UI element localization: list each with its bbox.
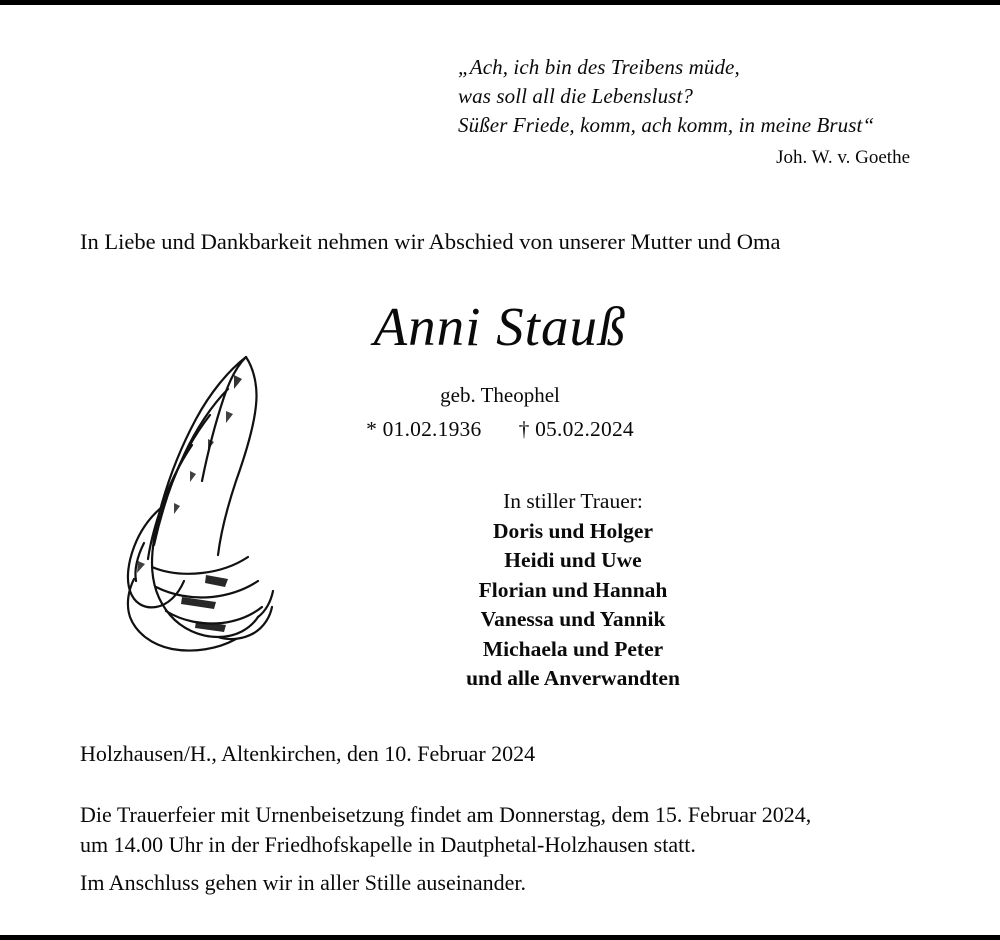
- poem-line-1: „Ach, ich bin des Treibens müde,: [458, 55, 740, 79]
- poem-line-3: Süßer Friede, komm, ach komm, in meine Brust“: [458, 113, 875, 137]
- poem-author: Joh. W. v. Goethe: [776, 147, 910, 168]
- birth-symbol: *: [366, 417, 378, 441]
- ceremony-line-1: Die Trauerfeier mit Urnenbeisetzung findet am Donnerstag, dem 15. Februar 2024,: [80, 802, 812, 827]
- intro-text: In Liebe und Dankbarkeit nehmen wir Abschied von unserer Mutter und Oma: [80, 229, 781, 254]
- mourning-name: Michaela und Peter: [482, 636, 664, 661]
- poem-quote: [458, 53, 928, 140]
- deceased-name: Anni Stauß: [373, 296, 627, 357]
- poem-line-2: was soll all die Lebenslust?: [458, 84, 693, 108]
- mourning-name: und alle Anverwandten: [466, 666, 680, 690]
- deceased-born-name: geb. Theophel: [440, 383, 560, 407]
- mourning-name: Heidi und Uwe: [504, 548, 642, 572]
- praying-hands-icon: [78, 335, 278, 655]
- mourning-name: Florian und Hannah: [478, 577, 668, 602]
- mourning-name: Doris und Holger: [492, 518, 654, 543]
- deceased-dates: [270, 417, 730, 442]
- ceremony-line-2: um 14.00 Uhr in der Friedhofskapelle in Dautphetal-Holzhausen statt.: [80, 832, 696, 857]
- place-and-date: Holzhausen/H., Altenkirchen, den 10. Februar 2024: [80, 741, 536, 766]
- mourning-heading: In stiller Trauer:: [503, 489, 643, 513]
- ceremony-info: [80, 800, 960, 860]
- birth-date: 01.02.1936: [382, 417, 482, 441]
- mourning-block: [343, 487, 803, 694]
- death-symbol: †: [518, 417, 530, 441]
- closing-note: Im Anschluss gehen wir in aller Stille auseinander.: [80, 870, 527, 895]
- death-date: 05.02.2024: [535, 417, 634, 441]
- mourning-name: Vanessa und Yannik: [480, 607, 666, 631]
